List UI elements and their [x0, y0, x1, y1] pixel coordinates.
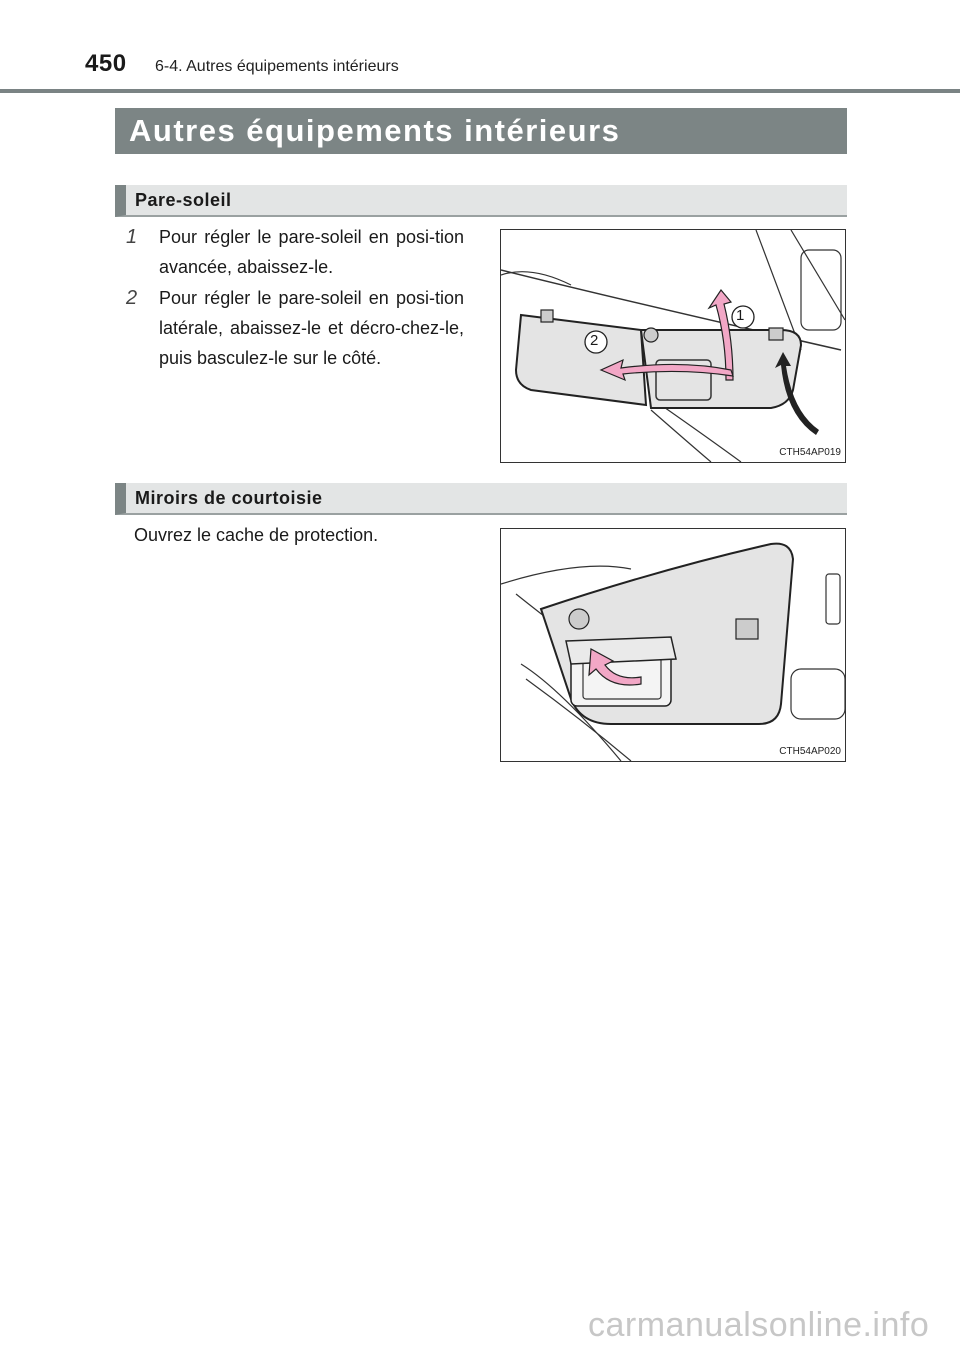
section-heading-text: Pare-soleil: [135, 189, 232, 210]
figure-code: CTH54AP019: [779, 447, 841, 458]
sun-visor-illustration: [500, 229, 846, 463]
sun-visor-drawing: [501, 230, 845, 462]
section-heading-vanity-mirrors: [115, 483, 847, 515]
step-text: Pour régler le pare-soleil en posi-tion avancée, abaissez-le.: [159, 227, 464, 277]
step-1: [126, 222, 464, 282]
vanity-mirror-illustration: [500, 528, 846, 762]
running-head: 6-4. Autres équipements intérieurs: [155, 58, 399, 75]
figure-code: CTH54AP020: [779, 746, 841, 757]
callout-2: 2: [590, 332, 599, 349]
step-text: Pour régler le pare-soleil en posi-tion latérale, abaissez-le et décro-chez-le, puis basculez-le sur le côté.: [159, 288, 464, 368]
page-title-bar: [115, 108, 847, 154]
page-title: Autres équipements intérieurs: [129, 113, 621, 148]
header-rule: [0, 89, 960, 93]
page-number: 450: [85, 50, 127, 77]
section-heading-text: Miroirs de courtoisie: [135, 487, 323, 508]
section-heading-sun-visors: [115, 185, 847, 217]
step-number: 1: [126, 226, 138, 248]
vanity-mirror-instruction: Ouvrez le cache de protection.: [134, 525, 379, 545]
watermark: carmanualsonline.info: [588, 1306, 930, 1344]
step-2: [126, 283, 464, 373]
step-number: 2: [126, 287, 138, 309]
callout-1: 1: [736, 307, 745, 324]
vanity-mirror-drawing: [501, 529, 845, 761]
